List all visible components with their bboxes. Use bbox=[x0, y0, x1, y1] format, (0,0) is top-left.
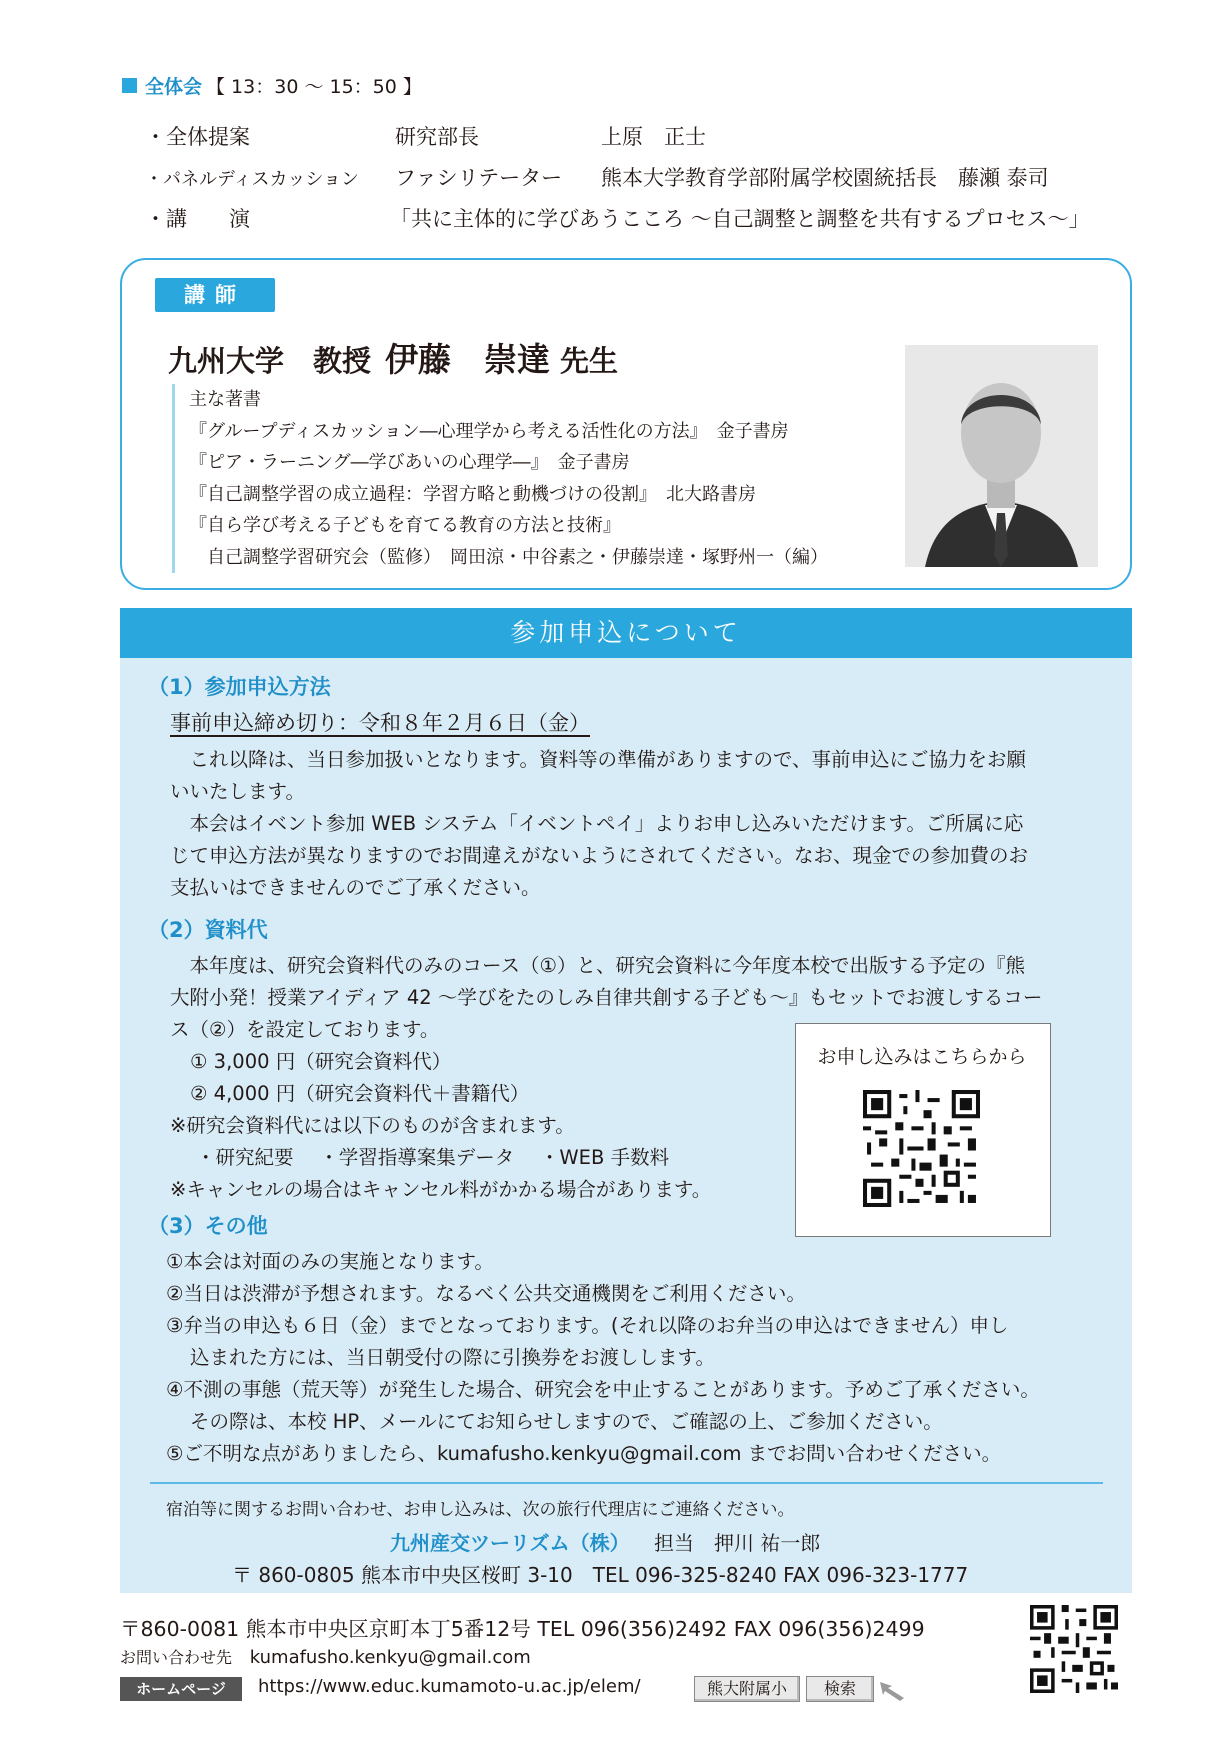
session-header bbox=[122, 72, 422, 99]
s3-text: ③弁当の申込も６日（金）までとなっております。(それ以降のお弁当の申込はできません）申し bbox=[166, 1314, 1009, 1337]
s3-text: ⑤ご不明な点がありましたら、kumafusho.kenkyu@gmail.com までお問い合わせください。 bbox=[166, 1442, 1002, 1465]
search-term-box[interactable]: 熊大附属小 bbox=[694, 1676, 800, 1702]
s1-text: これ以降は、当日参加扱いとなります。資料等の準備がありますので、事前申込にご協力をお願 bbox=[170, 748, 1027, 771]
s2-text: 大附小発！授業アイディア 42 ～学びをたのしみ自律共創する子ども～』もセットでお渡しするコー bbox=[170, 986, 1043, 1009]
agency-contact: 担当 押川 祐一郎 bbox=[653, 1531, 821, 1555]
speaker-heading bbox=[168, 334, 618, 381]
program-item bbox=[145, 121, 1145, 153]
s1-text: 本会はイベント参加 WEB システム「イベントペイ」よりお申し込みいただけます。ご所属に応 bbox=[170, 812, 1024, 835]
program-label: ・全体提案 bbox=[145, 125, 250, 149]
program-label: ・パネルディスカッション bbox=[145, 169, 360, 190]
agency-line bbox=[390, 1527, 820, 1556]
book-item: 『自己調整学習の成立過程：学習方略と動機づけの役割』 北大路書房 bbox=[189, 483, 756, 505]
program-role: 研究部長 bbox=[395, 125, 479, 149]
apply-title: 参加申込について bbox=[120, 608, 1132, 658]
speaker-tag: 講師 bbox=[155, 278, 275, 312]
homepage-label: ホームページ bbox=[120, 1677, 242, 1701]
cursor-arrow-icon bbox=[878, 1680, 908, 1706]
section-1-title: （1）参加申込方法 bbox=[148, 675, 331, 699]
square-bullet-icon bbox=[122, 78, 137, 93]
speaker-photo bbox=[905, 345, 1098, 567]
s3-text: ④不測の事態（荒天等）が発生した場合、研究会を中止することがあります。予めご了承ください。 bbox=[166, 1378, 1040, 1401]
book-item: 『ピア・ラーニング―学びあいの心理学―』 金子書房 bbox=[189, 452, 630, 473]
book-item: 『グループディスカッション―心理学から考える活性化の方法』 金子書房 bbox=[189, 420, 789, 442]
speaker-name: 伊藤 崇達 bbox=[385, 340, 551, 379]
s2-text: ① 3,000 円（研究会資料代） bbox=[190, 1050, 452, 1073]
speaker-affiliation: 九州大学 教授 bbox=[168, 344, 372, 378]
inquiry-email[interactable]: kumafusho.kenkyu@gmail.com bbox=[249, 1647, 531, 1668]
search-button[interactable]: 検索 bbox=[806, 1676, 874, 1702]
inquiry-line bbox=[120, 1645, 531, 1668]
session-time: 【 13：30 ～ 15：50 】 bbox=[206, 76, 422, 98]
qr-caption: お申し込みはこちらから bbox=[817, 1046, 1027, 1068]
s2-text: ・研究紀要 ・学習指導案集データ ・WEB 手数料 bbox=[196, 1146, 670, 1169]
program-item bbox=[145, 203, 1145, 235]
qr-code-icon[interactable] bbox=[863, 1090, 980, 1207]
books-title: 主な著書 bbox=[189, 389, 261, 410]
s2-text: 本年度は、研究会資料代のみのコース（①）と、研究会資料に今年度本校で出版する予定の『熊 bbox=[170, 954, 1026, 977]
section-2-title: （2）資料代 bbox=[148, 918, 268, 942]
s2-text: ※キャンセルの場合はキャンセル料がかかる場合があります。 bbox=[170, 1178, 712, 1201]
speaker-honorific: 先生 bbox=[560, 344, 619, 378]
s3-text: 込まれた方には、当日朝受付の際に引換券をお渡しします。 bbox=[190, 1346, 715, 1369]
s1-text: じて申込方法が異なりますのでお間違えがないようにされてください。なお、現金での参加費のお bbox=[170, 844, 1029, 867]
section-3-title: （3）その他 bbox=[148, 1214, 268, 1238]
travel-note: 宿泊等に関するお問い合わせ、お申し込みは、次の旅行代理店にご連絡ください。 bbox=[166, 1500, 795, 1520]
s2-text: ② 4,000 円（研究会資料代＋書籍代） bbox=[190, 1082, 530, 1105]
s1-text: 支払いはできませんのでご了承ください。 bbox=[170, 876, 541, 899]
s2-text: ※研究会資料代には以下のものが含まれます。 bbox=[170, 1114, 575, 1137]
deadline: 事前申込締め切り：令和８年２月６日（金） bbox=[170, 711, 590, 735]
s1-text: いいたします。 bbox=[170, 780, 305, 803]
book-item: 自己調整学習研究会（監修） 岡田涼・中谷素之・伊藤崇達・塚野州一（編） bbox=[189, 546, 828, 568]
book-item: 『自ら学び考える子どもを育てる教育の方法と技術』 bbox=[189, 515, 621, 536]
program-detail: 熊本大学教育学部附属学校園統括長 藤瀬 泰司 bbox=[601, 166, 1049, 190]
homepage-url[interactable]: https://www.educ.kumamoto-u.ac.jp/elem/ bbox=[258, 1676, 641, 1697]
books-list bbox=[172, 384, 909, 573]
s3-text: ②当日は渋滞が予想されます。なるべく公共交通機関をご利用ください。 bbox=[166, 1282, 806, 1305]
footer-qr-code-icon[interactable] bbox=[1030, 1605, 1118, 1693]
school-address: 〒860-0081 熊本市中央区京町本丁5番12号 TEL 096(356)2492 FAX 096(356)2499 bbox=[120, 1617, 925, 1641]
program-item bbox=[145, 162, 1145, 194]
s3-text: その際は、本校 HP、メールにてお知らせしますので、ご確認の上、ご参加ください。 bbox=[190, 1410, 943, 1433]
s2-text: ス（②）を設定しております。 bbox=[170, 1018, 440, 1041]
agency-name: 九州産交ツーリズム（株） bbox=[390, 1531, 630, 1555]
program-label: ・講 演 bbox=[145, 207, 250, 231]
agency-address: 〒 860-0805 熊本市中央区桜町 3-10 TEL 096-325-8240 FAX 096-323-1777 bbox=[232, 1563, 969, 1587]
inquiry-label: お問い合わせ先 bbox=[120, 1648, 233, 1667]
s3-text: ①本会は対面のみの実施となります。 bbox=[166, 1250, 494, 1273]
program-list bbox=[145, 121, 1145, 233]
program-detail: 上原 正士 bbox=[601, 125, 706, 149]
session-title: 全体会 bbox=[145, 76, 203, 98]
program-detail: 「共に主体的に学びあうこころ ～自己調整と調整を共有するプロセス～」 bbox=[390, 207, 1090, 231]
divider bbox=[150, 1482, 1103, 1484]
program-role: ファシリテーター bbox=[395, 166, 563, 190]
